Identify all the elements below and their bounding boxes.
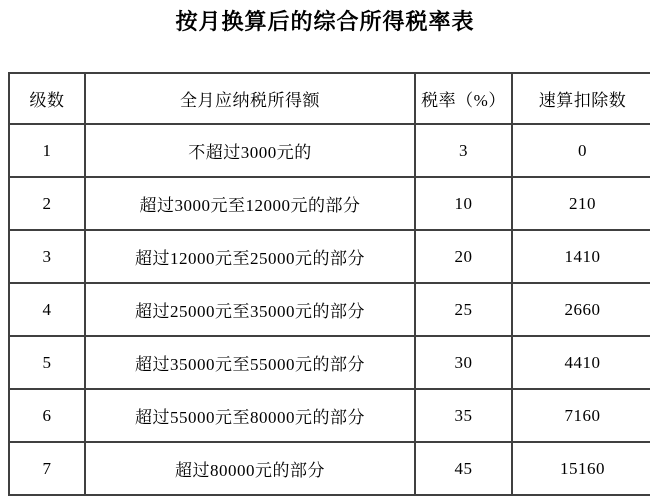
cell-level: 3 <box>9 230 85 283</box>
table-body <box>9 124 650 495</box>
cell-level: 1 <box>9 124 85 177</box>
cell-rate: 30 <box>415 336 512 389</box>
header-cell-income: 全月应纳税所得额 <box>85 73 415 124</box>
table-row <box>9 230 650 283</box>
table-header-row <box>9 73 650 124</box>
cell-rate: 35 <box>415 389 512 442</box>
cell-deduction: 15160 <box>512 442 650 495</box>
cell-income: 超过80000元的部分 <box>85 442 415 495</box>
cell-income: 超过55000元至80000元的部分 <box>85 389 415 442</box>
cell-level: 4 <box>9 283 85 336</box>
cell-rate: 10 <box>415 177 512 230</box>
table-row <box>9 336 650 389</box>
header-cell-level: 级数 <box>9 73 85 124</box>
cell-level: 6 <box>9 389 85 442</box>
cell-deduction: 4410 <box>512 336 650 389</box>
cell-rate: 25 <box>415 283 512 336</box>
cell-income: 不超过3000元的 <box>85 124 415 177</box>
cell-income: 超过35000元至55000元的部分 <box>85 336 415 389</box>
tax-rate-table <box>8 72 650 496</box>
table-row <box>9 389 650 442</box>
table-row <box>9 442 650 495</box>
table-row <box>9 124 650 177</box>
header-cell-rate: 税率（%） <box>415 73 512 124</box>
cell-income: 超过12000元至25000元的部分 <box>85 230 415 283</box>
cell-rate: 20 <box>415 230 512 283</box>
table-row <box>9 177 650 230</box>
cell-deduction: 2660 <box>512 283 650 336</box>
cell-deduction: 210 <box>512 177 650 230</box>
cell-rate: 3 <box>415 124 512 177</box>
cell-rate: 45 <box>415 442 512 495</box>
header-cell-deduction: 速算扣除数 <box>512 73 650 124</box>
cell-deduction: 7160 <box>512 389 650 442</box>
cell-level: 2 <box>9 177 85 230</box>
cell-level: 5 <box>9 336 85 389</box>
cell-income: 超过25000元至35000元的部分 <box>85 283 415 336</box>
cell-deduction: 1410 <box>512 230 650 283</box>
table-row <box>9 283 650 336</box>
page-title: 按月换算后的综合所得税率表 <box>175 9 475 34</box>
cell-deduction: 0 <box>512 124 650 177</box>
cell-income: 超过3000元至12000元的部分 <box>85 177 415 230</box>
table-head <box>9 73 650 124</box>
cell-level: 7 <box>9 442 85 495</box>
